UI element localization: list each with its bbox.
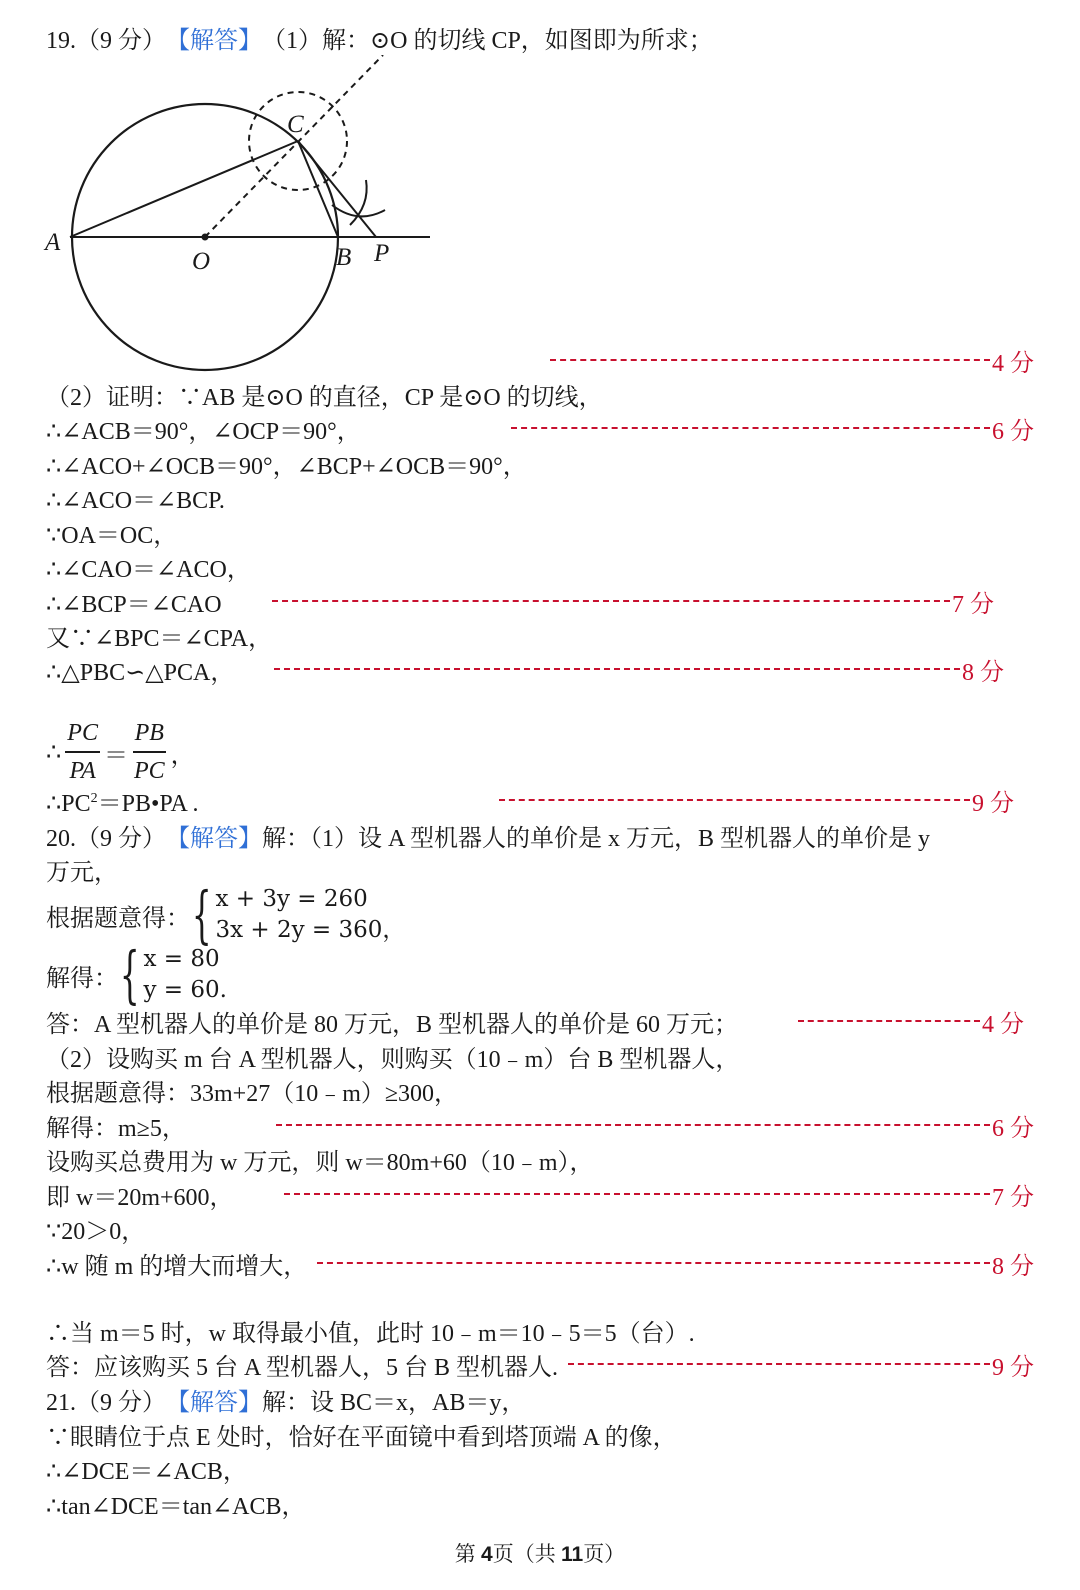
proof-line: $\therefore PC^2=PB•PA$ . 9 分 [46, 790, 1014, 817]
page-footer: 第 4页（共 11页） [454, 1542, 626, 1566]
solution-line: 万元， [46, 859, 118, 886]
equation-system: 解得： { x = 80 y = 60. [46, 938, 227, 1011]
solution-line: 答：应该购买 5 台 A 型机器人，5 台 B 型机器人. 9 分 [46, 1354, 1034, 1381]
label-a: A [45, 229, 61, 256]
score-row: 4 分 [550, 343, 1034, 377]
equation-system: 根据题意得： { x + 3y = 260 3x + 2y = 360， [46, 878, 406, 951]
solution-line: ∴∠DCE＝∠ACB， [46, 1458, 247, 1485]
fraction: $\frac{PB}{PC}$ [132, 717, 167, 787]
answer-tag: 【解答】 [166, 27, 262, 54]
solution-line: 即 w＝20m+600， 7 分 [46, 1184, 1034, 1211]
label-o: O [192, 248, 211, 275]
proof-line: ∴∠ACO+∠OCB＝90°，∠BCP+∠OCB＝90°， [46, 453, 527, 480]
q19-header: 19.（9 分） 【解答】 （1）解：⊙O 的切线 CP，如图即为所求； [46, 20, 1034, 54]
ray-oc-dashed [205, 55, 383, 237]
solution-line: ∴tan∠DCE＝tan∠ACB， [46, 1493, 306, 1520]
fraction: $\frac{PC}{PA}$ [65, 717, 100, 787]
proof-line: （2）证明：∵AB 是⊙O 的直径，CP 是⊙O 的切线， [46, 384, 603, 411]
proof-line: ∴∠BCP＝∠CAO 7 分 [46, 591, 994, 618]
solution-line: ∴当 m＝5 时，w 取得最小值，此时 10﹣m＝10﹣5＝5（台）. [46, 1320, 695, 1347]
proof-line: 又∵∠BPC＝∠CPA， [46, 625, 273, 652]
proof-line: ∵OA＝OC， [46, 522, 178, 549]
q20-header: 20.（9 分） 【解答】 解：（1）设 A 型机器人的单价是 x 万元，B 型机器人的单价是 y [46, 818, 1034, 852]
geometry-figure [40, 55, 440, 375]
solution-line: ∴w 随 m 的增大而增大， 8 分 [46, 1253, 1034, 1280]
answer-tag: 【解答】 [166, 1389, 262, 1416]
solution-line: 根据题意得：33m+27（10﹣m）≥300， [46, 1080, 459, 1107]
label-p: P [374, 240, 390, 267]
label-b: B [336, 244, 352, 271]
answer-tag: 【解答】 [166, 825, 262, 852]
solution-line: （2）设购买 m 台 A 型机器人，则购买（10﹣m）台 B 型机器人， [46, 1046, 740, 1073]
proof-line: ∴∠ACB＝90°，∠OCP＝90°， 6 分 [46, 418, 1034, 445]
proof-line: ∴△PBC∽△PCA， 8 分 [46, 659, 1004, 686]
q21-header: 21.（9 分） 【解答】 解：设 BC＝x，AB＝y， [46, 1382, 1034, 1416]
construction-arc-2 [350, 180, 367, 225]
solution-line: ∵眼睛位于点 E 处时，恰好在平面镜中看到塔顶端 A 的像， [46, 1424, 677, 1451]
solution-line: 设购买总费用为 w 万元，则 w＝80m+60（10﹣m）， [46, 1149, 594, 1176]
solution-line: ∵20＞0， [46, 1218, 146, 1245]
label-c: C [287, 111, 304, 138]
proof-line: ∴∠CAO＝∠ACO， [46, 556, 251, 583]
fraction-line: ∴ $\frac{PC}{PA}$ ＝ $\frac{PB}{PC}$ ， [46, 712, 1034, 792]
solution-line: 解得：m≥5， 6 分 [46, 1115, 1034, 1142]
point-o [202, 234, 209, 241]
solution-line: 答：A 型机器人的单价是 80 万元，B 型机器人的单价是 60 万元； 4 分 [46, 1011, 1024, 1038]
segment-ac [70, 141, 298, 237]
proof-line: ∴∠ACO＝∠BCP. [46, 487, 225, 514]
